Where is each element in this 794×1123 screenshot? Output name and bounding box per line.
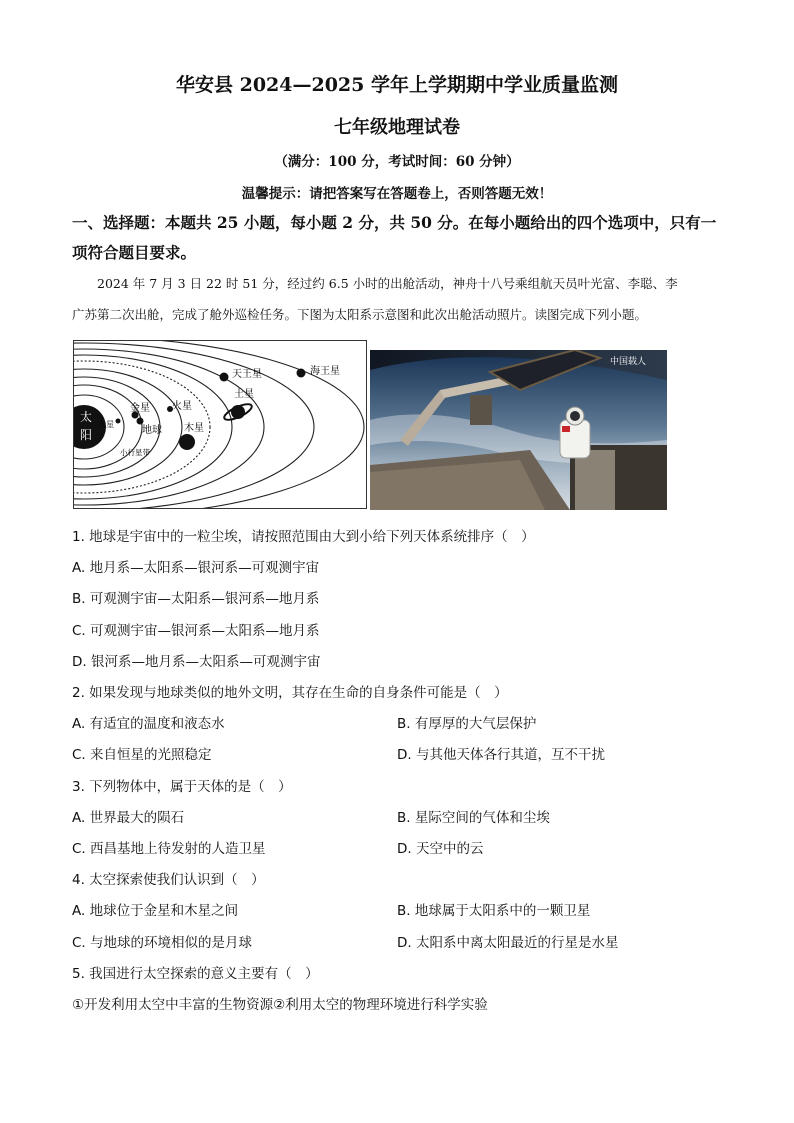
passage-line2: 广苏第二次出舱，完成了舱外巡检任务。下图为太阳系示意图和此次出舱活动照片。读图完成下列小题。 [72,307,648,322]
exam-title: 华安县 2024—2025 学年上学期期中学业质量监测 [176,74,618,96]
mercury-dot [116,419,121,424]
arm-joint [470,395,492,425]
question-4-stem: 4. 太空探索使我们认识到（ ） [72,872,265,888]
q2-option-b: B. 有厚厚的大气层保护 [397,716,537,732]
q3-option-a: A. 世界最大的陨石 [72,810,185,826]
exam-tip: 温馨提示：请把答案写在答题卷上，否则答题无效！ [241,186,553,202]
solar-system-diagram [73,340,367,509]
q3-option-d: D. 天空中的云 [397,841,484,857]
jupiter-label: 木星 [184,423,204,434]
astronaut-visor [570,411,580,421]
q3-option-c: C. 西昌基地上待发射的人造卫星 [72,841,266,857]
sun-label-2: 阳 [79,428,93,442]
section-heading-line1: 一、选择题：本题共 25 小题，每小题 2 分，共 50 分。在每小题给出的四个选项中，只有一 [72,213,717,232]
q1-option-c: C. 可观测宇宙—银河系—太阳系—地月系 [72,623,320,639]
question-1-stem: 1. 地球是宇宙中的一粒尘埃，请按照范围由大到小给下列天体系统排序（ ） [72,529,535,545]
q3-option-b: B. 星际空间的气体和尘埃 [397,810,550,826]
exam-meta: （满分：100 分，考试时间：60 分钟） [274,154,520,170]
uranus-dot [220,373,229,382]
sun-label-1: 太 [79,410,93,424]
mars-label: 火星 [172,401,192,412]
q4-option-d: D. 太阳系中离太阳最近的行星是水星 [397,935,619,951]
spacewalk-photo-svg [370,350,667,510]
q2-option-a: A. 有适宜的温度和液态水 [72,716,225,732]
solar-system-svg [74,341,366,508]
q1-option-a: A. 地月系—太阳系—银河系—可观测宇宙 [72,560,320,576]
reading-passage [72,268,722,330]
q4-option-c: C. 与地球的环境相似的是月球 [72,935,253,951]
question-2-stem: 2. 如果发现与地球类似的地外文明，其存在生命的自身条件可能是（ ） [72,685,508,701]
passage-line1: 2024 年 7 月 3 日 22 时 51 分，经过约 6.5 小时的出舱活动，神舟十八号乘组航天员叶光富、李聪、李 [97,276,678,291]
photo-logo: 中国载人 [610,357,647,367]
q2-option-d: D. 与其他天体各行其道，互不干扰 [397,747,605,763]
q1-option-d: D. 银河系—地月系—太阳系—可观测宇宙 [72,654,321,670]
venus-label: 金星 [130,403,150,414]
q5-statements: ①开发利用太空中丰富的生物资源②利用太空的物理环境进行科学实验 [72,997,488,1013]
neptune-label: 海王星 [310,366,340,377]
exam-subtitle: 七年级地理试卷 [334,117,460,138]
uranus-label: 天王星 [232,369,262,380]
asteroid-belt-label: 小行星带 [120,448,150,457]
question-5-stem: 5. 我国进行太空探索的意义主要有（ ） [72,966,319,982]
jupiter-dot [179,434,195,450]
q1-option-b: B. 可观测宇宙—太阳系—银河系—地月系 [72,591,320,607]
section-heading [72,208,732,268]
saturn-dot [231,405,245,419]
q4-option-b: B. 地球属于太阳系中的一颗卫星 [397,903,591,919]
earth-dot [137,418,144,425]
saturn-label: 土星 [234,389,254,400]
flag-patch [562,426,570,432]
station-panel [575,450,615,510]
q2-option-c: C. 来自恒星的光照稳定 [72,747,212,763]
neptune-dot [297,369,306,378]
q4-option-a: A. 地球位于金星和木星之间 [72,903,239,919]
spacewalk-photo [370,350,667,510]
section-heading-line2: 项符合题目要求。 [72,243,197,262]
earth-label: 地球 [142,425,162,436]
question-3-stem: 3. 下列物体中，属于天体的是（ ） [72,779,292,795]
astronaut-suit [560,420,590,458]
mercury-label: 水星 [98,420,114,429]
